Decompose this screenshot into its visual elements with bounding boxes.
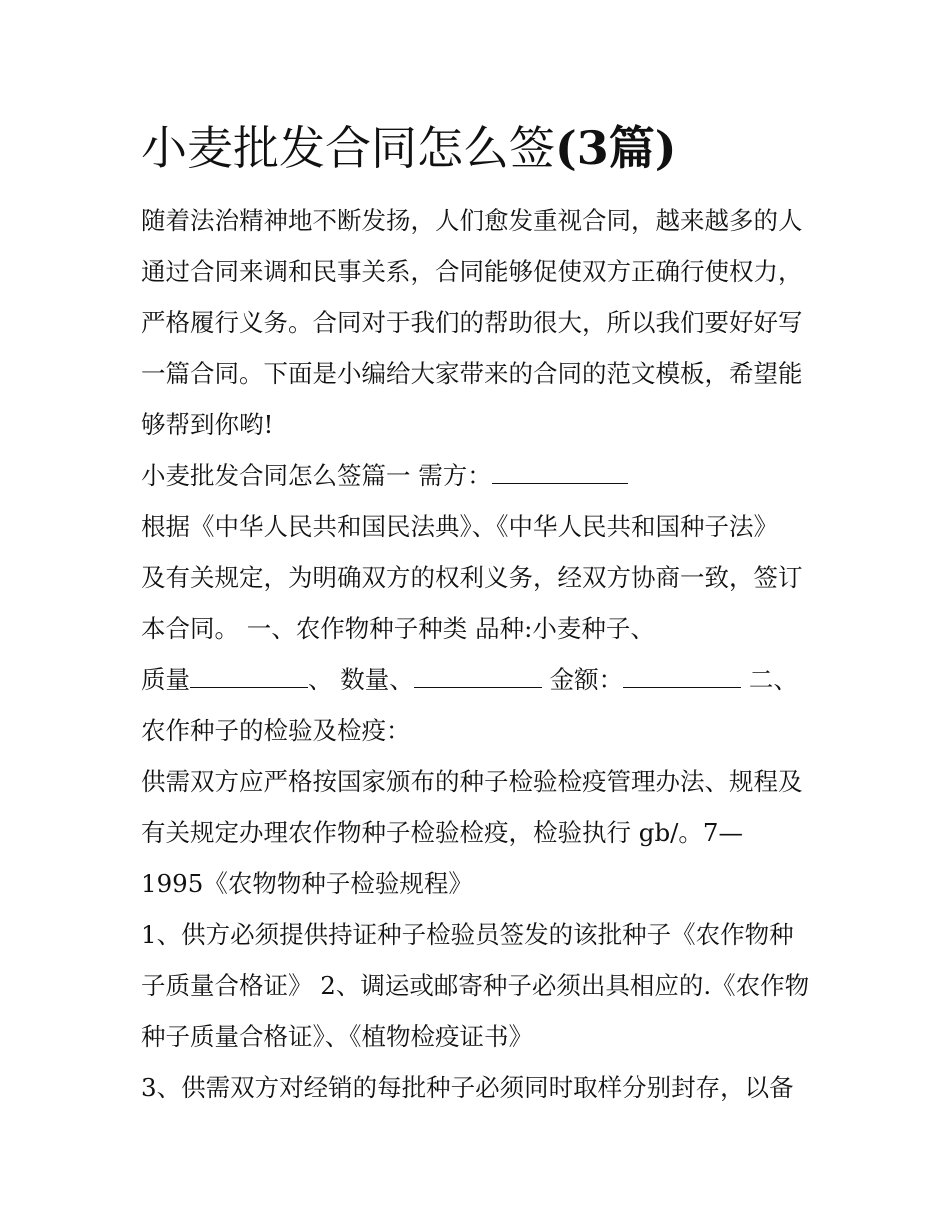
paragraph-line-7: 及有关规定，为明确双方的权利义务，经双方协商一致，签订 <box>141 563 803 592</box>
quantity-label: 、 数量、 <box>308 665 414 694</box>
title-suffix: (3篇) <box>555 121 677 175</box>
paragraph-line-15: 种子质量合格证》、《植物检疫证书》 <box>141 1022 533 1051</box>
document-title <box>141 118 677 178</box>
paragraph-line-2: 通过合同来调和民事关系，合同能够促使双方正确行使权力， <box>141 257 803 286</box>
paragraph-line-5: 够帮到你哟! <box>141 410 274 439</box>
section-heading: 小麦批发合同怎么签篇一 需方： <box>141 461 492 490</box>
paragraph-line-9: 农作种子的检验及检疫： <box>141 716 411 745</box>
paragraph-line-1: 随着法治精神地不断发扬，人们愈发重视合同，越来越多的人 <box>141 206 803 235</box>
paragraph-line-6: 根据《中华人民共和国民法典》、《中华人民共和国种子法》 <box>141 512 778 541</box>
paragraph-line-11: 有关规定办理农作物种子检验检疫，检验执行 gb/。7— <box>141 818 743 847</box>
amount-label: 金额： <box>541 665 624 694</box>
section-two-label: 二、 <box>741 665 798 694</box>
paragraph-line-16: 3、供需双方对经销的每批种子必须同时取样分别封存，以备 <box>141 1073 794 1102</box>
title-main: 小麦批发合同怎么签 <box>141 121 555 175</box>
paragraph-line-10: 供需双方应严格按国家颁布的种子检验检疫管理办法、规程及 <box>141 767 803 796</box>
quality-quantity-line <box>141 663 798 697</box>
quality-blank <box>190 665 308 688</box>
paragraph-line-4: 一篇合同。下面是小编给大家带来的合同的范文模板，希望能 <box>141 359 803 388</box>
paragraph-line-3: 严格履行义务。合同对于我们的帮助很大，所以我们要好好写 <box>141 308 803 337</box>
paragraph-line-12: 1995《农物物种子检验规程》 <box>141 869 473 898</box>
paragraph-line-13: 1、供方必须提供持证种子检验员签发的该批种子《农作物种 <box>141 920 794 949</box>
section-heading-line <box>141 459 628 493</box>
buyer-blank <box>492 461 628 484</box>
amount-blank <box>623 665 741 688</box>
paragraph-line-8: 本合同。 一、农作物种子种类 品种:小麦种子、 <box>141 614 655 643</box>
quantity-blank <box>414 665 542 688</box>
paragraph-line-14: 子质量合格证》 2、调运或邮寄种子必须出具相应的.《农作物 <box>141 971 810 1000</box>
quality-label: 质量 <box>141 665 190 694</box>
